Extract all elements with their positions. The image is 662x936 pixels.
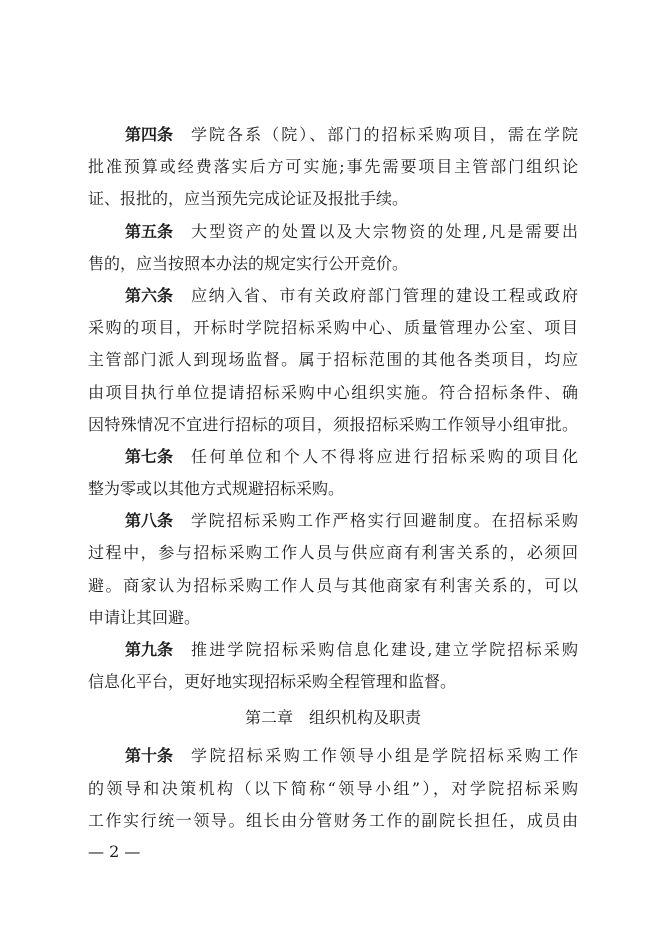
article-line: 过程中，参与招标采购工作人员与供应商有利害关系的，必须回 xyxy=(88,543,578,563)
article-line: 证、报批的，应当预先完成论证及报批手续。 xyxy=(88,189,409,209)
article-first-line xyxy=(88,634,578,666)
article-text: 任何单位和个人不得将应进行招标采购的项目化 xyxy=(191,446,578,466)
article-label: 第十条 xyxy=(125,746,174,766)
article-first-line xyxy=(88,119,578,151)
article-first-line xyxy=(88,505,578,537)
article-text: 学院招标采购工作严格实行回避制度。在招标采购 xyxy=(191,511,578,531)
article-line: 工作实行统一领导。组长由分管财务工作的副院长担任，成员由 xyxy=(88,810,578,830)
article-line: 整为零或以其他方式规避招标采购。 xyxy=(88,479,345,499)
article-line: 采购的项目，开标时学院招标采购中心、质量管理办公室、项目 xyxy=(88,318,578,338)
article-text: 学院招标采购工作领导小组是学院招标采购工作 xyxy=(191,746,578,766)
article-line: 由项目执行单位提请招标采购中心组织实施。符合招标条件、确 xyxy=(88,382,578,402)
article-line: 因特殊情况不宜进行招标的项目，须报招标采购工作领导小组审批。 xyxy=(88,414,578,434)
article-text: 学院各系（院）、部门的招标采购项目，需在学院 xyxy=(191,125,578,144)
article-line: 的领导和决策机构（以下简称“领导小组”），对学院招标采购 xyxy=(88,778,578,798)
article-first-line xyxy=(88,216,578,248)
article-text: 应纳入省、市有关政府部门管理的建设工程或政府 xyxy=(191,285,578,305)
article-10 xyxy=(88,740,578,837)
article-4 xyxy=(88,119,578,216)
article-text: 推进学院招标采购信息化建设,建立学院招标采购 xyxy=(191,640,578,659)
article-label: 第五条 xyxy=(125,221,174,241)
article-line: 售的，应当按照本办法的规定实行公开竞价。 xyxy=(88,253,409,273)
article-label: 第四条 xyxy=(125,125,174,144)
article-5 xyxy=(88,216,578,280)
article-first-line xyxy=(88,441,578,473)
article-line: 信息化平台，更好地实现招标采购全程管理和监督。 xyxy=(88,672,457,692)
page-number: — 2 — xyxy=(88,842,141,861)
article-label: 第八条 xyxy=(125,511,174,531)
article-first-line xyxy=(88,740,578,772)
article-line: 主管部门派人到现场监督。属于招标范围的其他各类项目，均应 xyxy=(88,350,578,370)
article-8 xyxy=(88,505,578,634)
article-7 xyxy=(88,441,578,505)
article-first-line xyxy=(88,280,578,312)
document-body xyxy=(88,119,578,837)
article-label: 第七条 xyxy=(125,446,174,466)
article-6 xyxy=(88,280,578,441)
article-label: 第六条 xyxy=(125,285,174,305)
chapter-heading: 第二章 组织机构及职责 xyxy=(244,708,421,728)
article-9 xyxy=(88,634,578,698)
article-line: 避。商家认为招标采购工作人员与其他商家有利害关系的，可以 xyxy=(88,575,578,595)
article-text: 大型资产的处置以及大宗物资的处理,凡是需要出 xyxy=(191,221,578,241)
article-line: 批准预算或经费落实后方可实施;事先需要项目主管部门组织论 xyxy=(88,157,578,177)
article-label: 第九条 xyxy=(125,640,174,659)
article-line: 申请让其回避。 xyxy=(88,607,201,627)
